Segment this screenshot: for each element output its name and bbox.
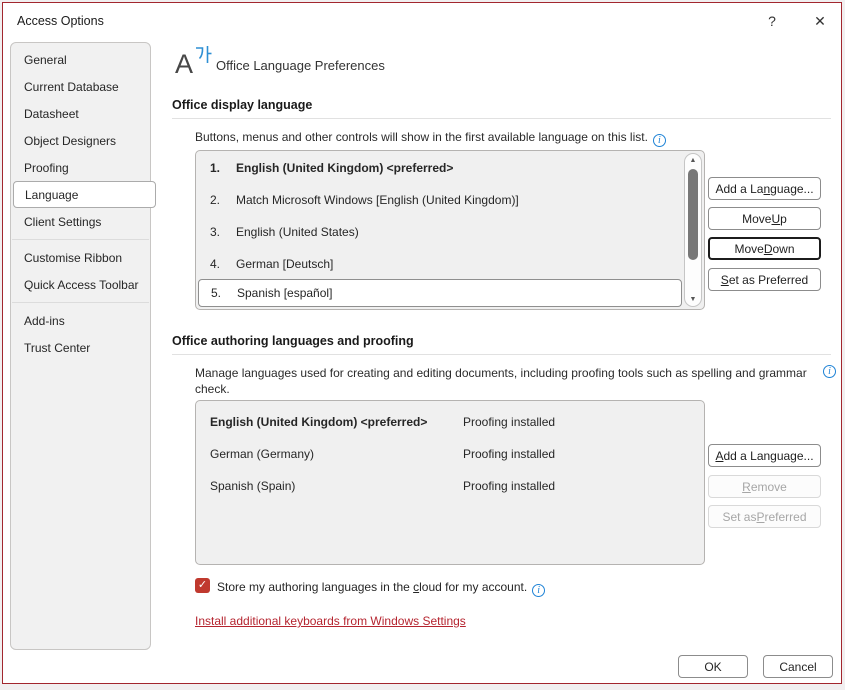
remove-button[interactable]: R emove	[708, 475, 821, 498]
section-divider	[172, 118, 831, 119]
sidebar-item-quick-access-toolbar[interactable]: Quick Access Toolbar	[24, 277, 139, 292]
sidebar-divider	[12, 239, 149, 240]
ok-button[interactable]: OK	[678, 655, 748, 678]
language-list-item[interactable]: 4. German [Deutsch]	[210, 257, 334, 271]
page-title: Office Language Preferences	[216, 58, 385, 73]
sidebar-item-object-designers[interactable]: Object Designers	[24, 133, 117, 148]
display-language-list[interactable]	[195, 150, 705, 310]
authoring-description: Manage languages used for creating and editing documents, including proofing tools such as spelling and grammar check.	[195, 366, 807, 396]
cloud-languages-checkbox[interactable]: ✓	[195, 578, 210, 593]
sidebar-item-add-ins[interactable]: Add-ins	[24, 313, 65, 328]
move-up-button[interactable]: Move U p	[708, 207, 821, 230]
info-icon[interactable]: i	[823, 365, 836, 378]
sidebar-item-datasheet[interactable]: Datasheet	[24, 106, 79, 121]
scrollbar[interactable]	[684, 153, 702, 307]
authoring-language-list[interactable]	[195, 400, 705, 565]
help-icon[interactable]: ?	[768, 13, 776, 29]
authoring-language-row[interactable]: German (Germany) Proofing installed	[210, 447, 556, 461]
info-icon[interactable]: i	[532, 584, 545, 597]
sidebar-item-customise-ribbon[interactable]: Customise Ribbon	[24, 250, 123, 265]
display-language-heading: Office display language	[172, 98, 313, 112]
cloud-languages-checkbox-label[interactable]: Store my authoring languages in the cloud for my account. i	[217, 580, 545, 597]
language-logo-hangul-icon	[195, 45, 212, 67]
windows-settings-link[interactable]: Install additional keyboards from Windows Settings	[195, 614, 466, 628]
display-language-description: Buttons, menus and other controls will show in the first available language on this list. i	[195, 129, 666, 147]
sidebar-item-proofing[interactable]: Proofing	[24, 160, 69, 175]
set-as-preferred-button[interactable]: S et as Preferred	[708, 268, 821, 291]
proofing-status: Proofing installed	[463, 415, 556, 429]
sidebar-item-language[interactable]: Language	[13, 181, 156, 208]
scroll-down-icon[interactable]: ▼	[689, 296, 697, 303]
sidebar-item-client-settings[interactable]: Client Settings	[24, 214, 102, 229]
access-options-dialog	[2, 2, 842, 684]
set-as-preferred-button-authoring[interactable]: Set as P referred	[708, 505, 821, 528]
authoring-language-row[interactable]: Spanish (Spain) Proofing installed	[210, 479, 556, 493]
proofing-status: Proofing installed	[463, 479, 556, 493]
sidebar-divider	[12, 302, 149, 303]
sidebar-item-general[interactable]: General	[24, 52, 67, 67]
scrollbar-thumb[interactable]	[688, 169, 698, 260]
cancel-button[interactable]: Cancel	[763, 655, 833, 678]
language-logo-a-icon: A	[175, 49, 194, 79]
language-list-item-selected[interactable]: 5. Spanish [español]	[198, 279, 682, 307]
language-list-item[interactable]: 3. English (United States)	[210, 225, 359, 239]
move-down-button[interactable]: Move D own	[708, 237, 821, 260]
sidebar-item-trust-center[interactable]: Trust Center	[24, 340, 91, 355]
language-list-item[interactable]: 1. English (United Kingdom) <preferred>	[210, 161, 454, 175]
proofing-status: Proofing installed	[463, 447, 556, 461]
section-divider	[172, 354, 831, 355]
add-language-button[interactable]: Add a La n guage...	[708, 177, 821, 200]
sidebar	[10, 42, 151, 650]
close-icon[interactable]: ✕	[814, 13, 826, 29]
sidebar-item-current-database[interactable]: Current Database	[24, 79, 119, 94]
authoring-heading: Office authoring languages and proofing	[172, 334, 414, 348]
dialog-title: Access Options	[17, 14, 104, 28]
language-list-item[interactable]: 2. Match Microsoft Windows [English (United Kingdom)]	[210, 193, 519, 207]
info-icon[interactable]: i	[653, 134, 666, 147]
scroll-up-icon[interactable]: ▲	[689, 157, 697, 164]
add-language-button-authoring[interactable]: A dd a Language...	[708, 444, 821, 467]
authoring-language-row[interactable]: English (United Kingdom) <preferred> Proofing installed	[210, 415, 556, 429]
